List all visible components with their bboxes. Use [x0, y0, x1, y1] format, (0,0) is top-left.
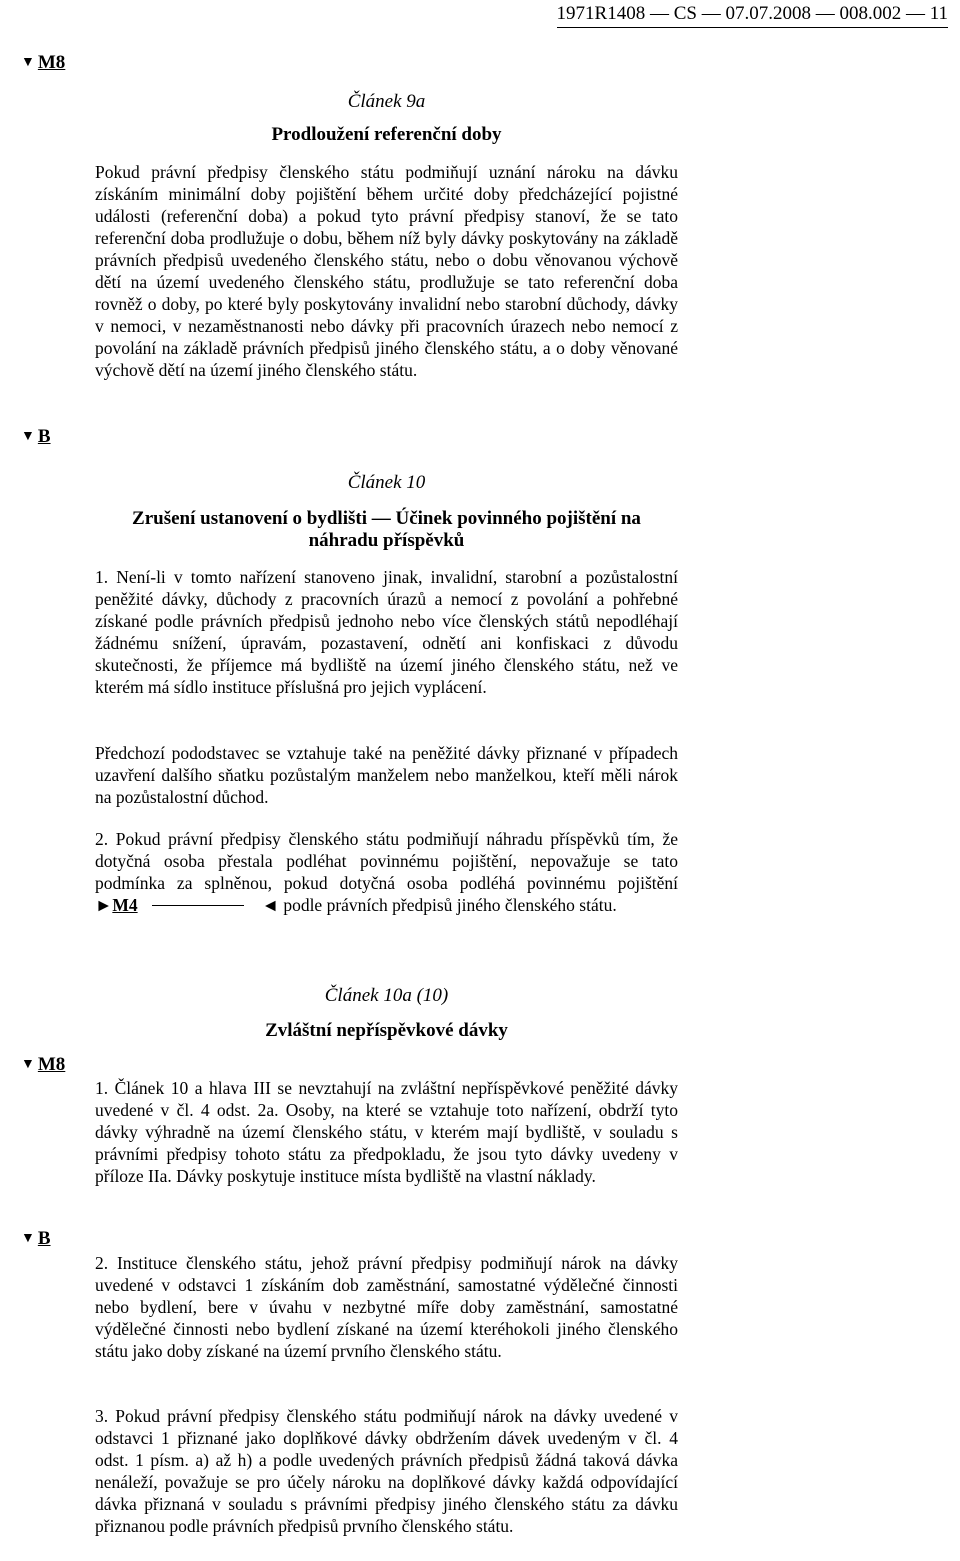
article-title: Zrušení ustanovení o bydlišti — Účinek povinného pojištění na náhradu příspěvků: [132, 508, 641, 551]
article-number: Článek 10a (10): [324, 985, 449, 1006]
amendment-marker-m8: [21, 52, 65, 74]
marker-code[interactable]: B: [37, 1228, 51, 1249]
marker-code[interactable]: M8: [37, 52, 66, 73]
triangle-down-icon: ▼: [21, 1231, 35, 1246]
paragraph-text: 2. Pokud právní předpisy členského státu podmiňují náhradu příspěvků tím, že dotyčná osoba přestala podléhat povinnému pojištění, nepovažuje se tato podmínka za splněnou, pokud dotyčná osoba podléhá povinnému pojištění: [95, 829, 678, 893]
article-paragraph: 1. Článek 10 a hlava III se nevztahují na zvláštní nepříspěvkové peněžité dávky uvedené v čl. 4 odst. 2a. Osoby, na které se vztahuje toto nařízení, obdrží tyto dávky výhradně na území členského státu, v kterém mají bydliště, v souladu s právními předpisy tohoto státu za předpokladu, že jsou tyto dávky uvedeny v příloze IIa. Dávky poskytuje instituce místa bydliště na vlastní náklady.: [95, 1078, 678, 1186]
article-paragraph: 3. Pokud právní předpisy členského státu podmiňují nárok na dávky uvedené v odstavci 1 přiznané jako doplňkové dávky obdržením dávek uvedeným v čl. 4 odst. 1 písm. a) až h) a podle uvedených právních předpisů žádná taková dávka nenáleží, považuje se pro účely nároku na doplňkové dávky každá odpovídající dávka přiznaná v souladu s právními předpisy jiného členského státu za dávku přiznanou podle právních předpisů prvního členského státu.: [95, 1406, 678, 1536]
article-number: Článek 10: [347, 472, 426, 493]
article-paragraph: 2. Instituce členského státu, jehož právní předpisy podmiňují nárok na dávky uvedené v odstavci 1 získáním dob zaměstnání, samostatné výdělečné činnosti nebo bydlení, bere v úvahu v nezbytné míře doby zaměstnání, samostatné výdělečné činnosti nebo bydlení získané na území kteréhokoli jiného členského státu jako doby získané na území prvního členského státu.: [95, 1253, 678, 1361]
amendment-marker-b: [21, 1228, 51, 1250]
article-title: Zvláštní nepříspěvkové dávky: [265, 1020, 508, 1041]
article-paragraph: Předchozí pododstavec se vztahuje také na peněžité dávky přiznané v případech uzavření dalšího sňatku pozůstalým manželem nebo manželkou, kteří měli nárok na pozůstalostní důchod.: [95, 743, 678, 807]
deletion-line: [152, 905, 244, 906]
inline-amendment-marker: [95, 895, 279, 915]
article-number: Článek 9a: [347, 91, 426, 112]
amendment-marker-b: [21, 426, 51, 448]
paragraph-text: podle právních předpisů jiného členského státu.: [283, 895, 617, 915]
marker-code[interactable]: M8: [37, 1054, 66, 1075]
arrow-left-icon: ◄: [261, 895, 279, 915]
article-paragraph: Pokud právní předpisy členského státu podmiňují uznání nároku na dávku získáním minimální doby pojištění během určité doby předcházející pojistné události (referenční doba) a pokud tyto právní předpisy stanoví, že se tato referenční doba prodlužuje o dobu, během níž byly dávky poskytovány na základě právních předpisů uvedeného členského státu, nebo o dobu věnovanou výchově dětí na území uvedeného členského státu, prodlužuje se tato referenční doba rovněž o doby, po které byly poskytovány invalidní nebo starobní důchody, dávky v nemoci, v nezaměstnanosti nebo dávky při pracovních úrazech nebo nemocí z povolání na základě právních předpisů jiného členského státu, a o doby věnované výchově dětí na území jiného členského státu.: [95, 162, 678, 380]
amendment-marker-m8: [21, 1054, 65, 1076]
triangle-down-icon: ▼: [21, 429, 35, 444]
marker-code[interactable]: M4: [112, 895, 138, 915]
arrow-right-icon: ►: [95, 895, 113, 915]
triangle-down-icon: ▼: [21, 1057, 35, 1072]
page-header: 1971R1408 — CS — 07.07.2008 — 008.002 — 11: [557, 0, 948, 28]
marker-code[interactable]: B: [37, 426, 51, 447]
article-paragraph: 1. Není-li v tomto nařízení stanoveno jinak, invalidní, starobní a pozůstalostní peněžité dávky, důchody z pracovních úrazů a nemocí z povolání a pohřebné získané podle právních předpisů jednoho nebo více členských států nepodléhají žádnému snížení, úpravám, pozastavení, odnětí ani konfiskaci z důvodu skutečnosti, že příjemce má bydliště na území jiného členského státu, než ve kterém má sídlo instituce příslušná pro jejich vyplácení.: [95, 567, 678, 697]
article-paragraph: [95, 828, 678, 916]
triangle-down-icon: ▼: [21, 55, 35, 70]
article-title: Prodloužení referenční doby: [271, 124, 502, 145]
